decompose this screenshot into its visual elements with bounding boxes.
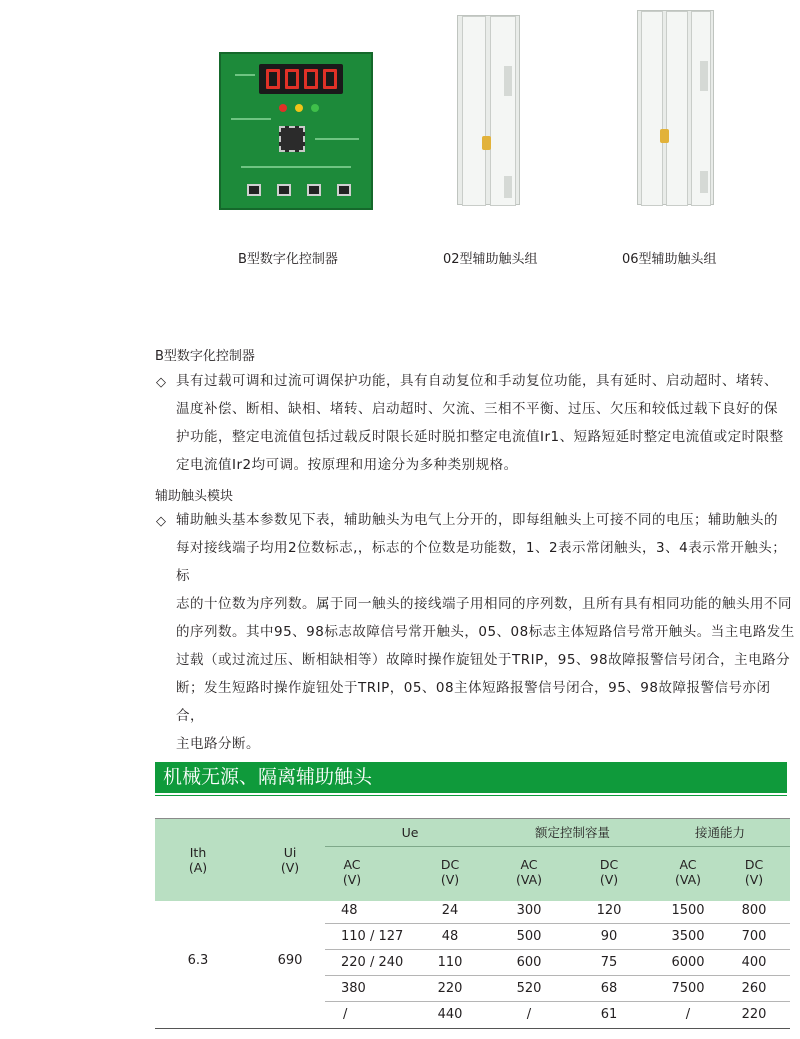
header-ith: Ith (A) xyxy=(188,845,208,875)
subheader: AC (V) xyxy=(342,857,362,887)
subheader: DC (V) xyxy=(744,857,764,887)
subheader: DC (V) xyxy=(599,857,619,887)
table-cell: 48 xyxy=(441,929,459,944)
table-cell: 90 xyxy=(600,929,618,944)
paragraph-line: 主电路分断。 xyxy=(176,736,260,752)
table-cell: 440 xyxy=(437,1007,463,1022)
diamond-bullet-icon: ◇ xyxy=(156,375,166,390)
banner-divider xyxy=(155,795,787,796)
subheader: AC (VA) xyxy=(674,857,702,887)
table-cell: 500 xyxy=(516,929,542,944)
table-cell: 520 xyxy=(516,981,542,996)
paragraph-line: 温度补偿、断相、缺相、堵转、启动超时、欠流、三相不平衡、过压、欠压和较低过载下良好的保 xyxy=(176,401,778,417)
ith-value: 6.3 xyxy=(187,953,209,968)
caption-aux-02: 02型辅助触头组 xyxy=(443,252,538,267)
table-cell: 380 xyxy=(341,981,366,996)
row-divider xyxy=(325,975,790,976)
paragraph-line: 护功能，整定电流值包括过载反时限长延时脱扣整定电流值Ir1、短路短延时整定电流值或定时限整 xyxy=(176,429,784,445)
seven-segment-display xyxy=(259,64,343,94)
row-divider xyxy=(325,949,790,950)
aux-module-description xyxy=(176,506,796,758)
table-cell: / xyxy=(526,1007,532,1022)
ui-value: 690 xyxy=(277,953,303,968)
row-divider xyxy=(325,923,790,924)
yellow-led xyxy=(295,104,303,112)
paragraph-line: 断；发生短路时操作旋钮处于TRIP，05、08主体短路报警信号闭合，95、98故障报警信号亦闭合， xyxy=(176,680,771,724)
caption-aux-06: 06型辅助触头组 xyxy=(622,252,717,267)
table-cell: 800 xyxy=(741,903,767,918)
table-cell: 110 xyxy=(437,955,463,970)
green-led xyxy=(311,104,319,112)
table-cell: 24 xyxy=(441,903,459,918)
paragraph-line: 辅助触头基本参数见下表，辅助触头为电气上分开的，即每组触头上可接不同的电压；辅助触头的 xyxy=(176,512,778,528)
section-heading-aux-module: 辅助触头模块 xyxy=(155,489,234,504)
table-cell: / xyxy=(343,1007,348,1022)
digital-controller-image xyxy=(219,52,373,210)
section-banner: 机械无源、隔离辅助触头 xyxy=(155,762,787,793)
microcontroller-chip xyxy=(279,126,305,152)
aux-contact-02-image xyxy=(457,15,520,205)
table-cell: 300 xyxy=(516,903,542,918)
diamond-bullet-icon: ◇ xyxy=(156,514,166,529)
table-cell: 110 / 127 xyxy=(341,929,404,944)
table-cell: 48 xyxy=(341,903,358,918)
table-cell: 68 xyxy=(600,981,618,996)
subheader: DC (V) xyxy=(440,857,460,887)
table-cell: / xyxy=(685,1007,691,1022)
aux-contact-06-image xyxy=(637,10,714,205)
table-cell: 220 / 240 xyxy=(341,955,404,970)
paragraph-line: 志的十位数为序列数。属于同一触头的接线端子用相同的序列数，且所有具有相同功能的触头用不同 xyxy=(176,596,792,612)
table-cell: 600 xyxy=(516,955,542,970)
table-cell: 120 xyxy=(596,903,622,918)
table-cell: 220 xyxy=(741,1007,767,1022)
header-making-capacity: 接通能力 xyxy=(694,825,745,840)
header-divider xyxy=(325,846,790,847)
header-ue: Ue xyxy=(401,825,419,840)
table-cell: 61 xyxy=(600,1007,618,1022)
controller-description xyxy=(176,367,796,479)
paragraph-line: 定电流值Ir2均可调。按原理和用途分为多种类别规格。 xyxy=(176,457,518,473)
table-cell: 1500 xyxy=(671,903,705,918)
table-cell: 3500 xyxy=(671,929,705,944)
paragraph-line: 的序列数。其中95、98标志故障信号常开触头，05、08标志主体短路信号常开触头。当主电路发生 xyxy=(176,624,795,640)
table-cell: 400 xyxy=(741,955,767,970)
caption-digital-controller: B型数字化控制器 xyxy=(238,252,338,267)
paragraph-line: 每对接线端子均用2位数标志,，标志的个位数是功能数，1、2表示常闭触头，3、4表示常开触头；标 xyxy=(176,540,787,584)
table-cell: 260 xyxy=(741,981,767,996)
table-top-rule xyxy=(155,818,790,819)
table-bottom-rule xyxy=(155,1028,790,1029)
table-cell: 75 xyxy=(600,955,618,970)
red-led xyxy=(279,104,287,112)
table-cell: 6000 xyxy=(671,955,705,970)
header-ui: Ui (V) xyxy=(280,845,300,875)
table-cell: 220 xyxy=(437,981,463,996)
paragraph-line: 具有过载可调和过流可调保护功能，具有自动复位和手动复位功能，具有延时、启动超时、堵转、 xyxy=(176,373,778,389)
row-divider xyxy=(325,1001,790,1002)
subheader: AC (VA) xyxy=(515,857,543,887)
table-cell: 700 xyxy=(741,929,767,944)
header-rated-capacity: 额定控制容量 xyxy=(534,825,610,840)
paragraph-line: 过载（或过流过压、断相缺相等）故障时操作旋钮处于TRIP，95、98故障报警信号闭合，主电路分 xyxy=(176,652,791,668)
table-cell: 7500 xyxy=(671,981,705,996)
section-heading-controller: B型数字化控制器 xyxy=(155,349,255,364)
